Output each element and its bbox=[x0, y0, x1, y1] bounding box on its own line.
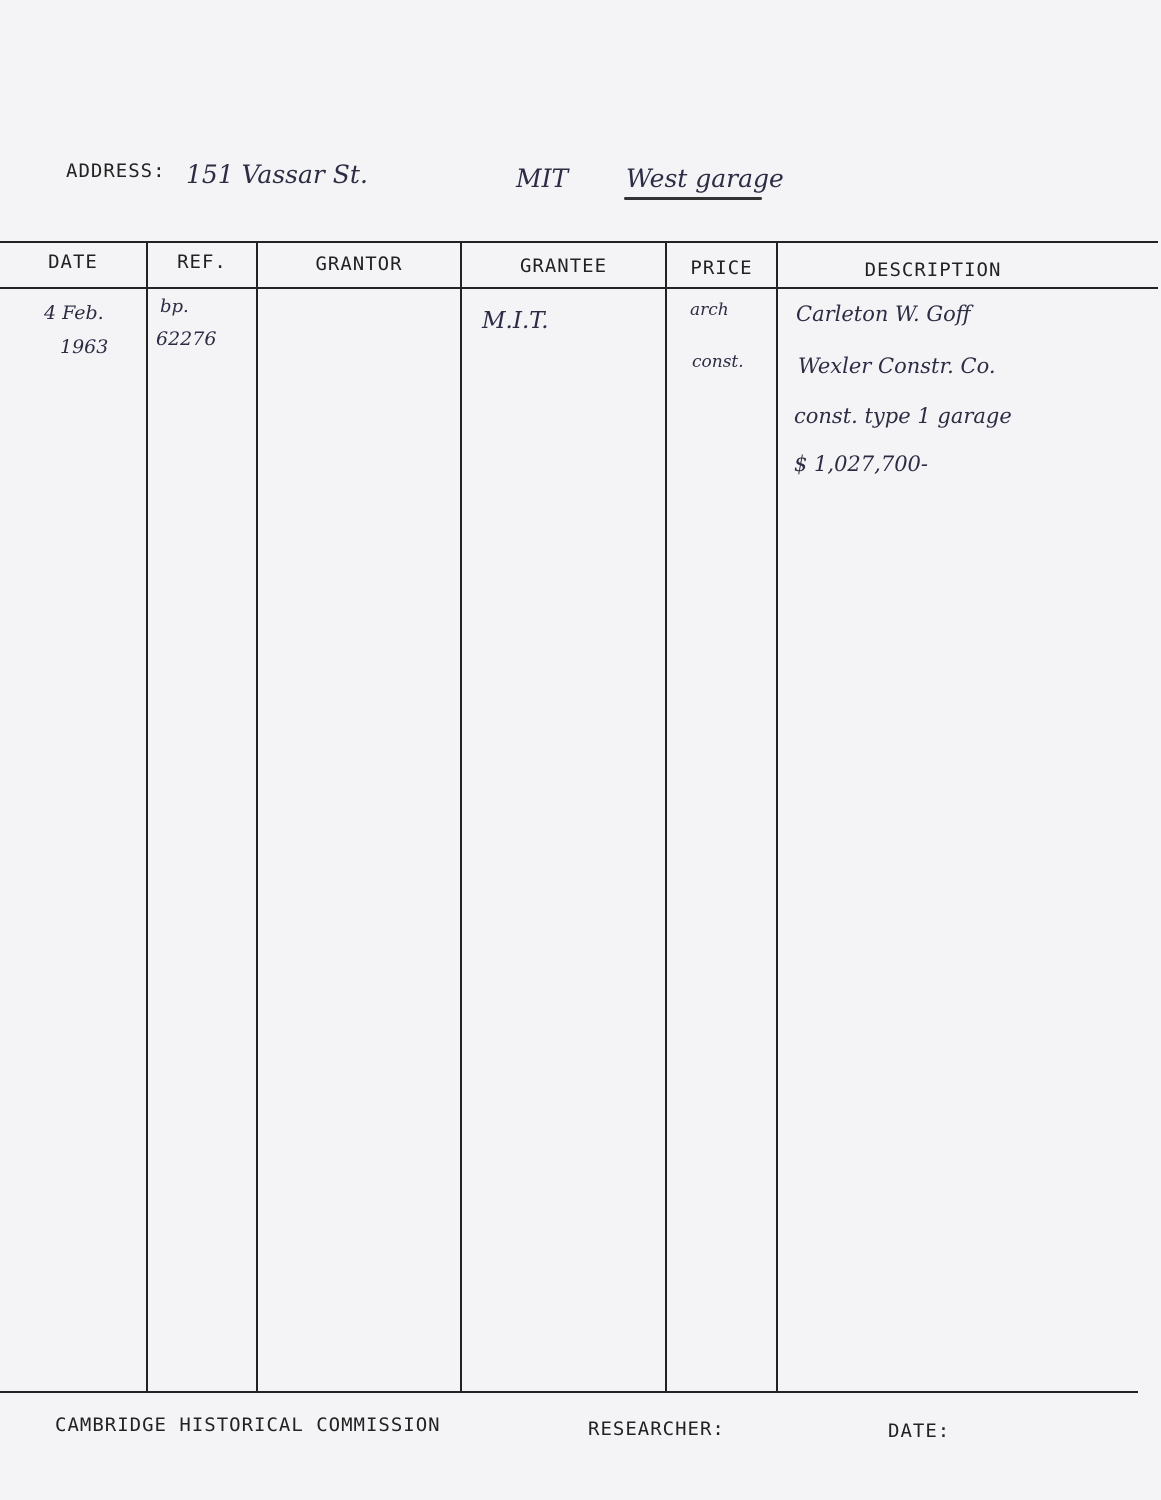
column-divider-price-description bbox=[776, 242, 778, 1392]
column-divider-grantor-grantee bbox=[460, 242, 462, 1392]
table-cell-date-line2: 1963 bbox=[60, 336, 109, 358]
address-label: ADDRESS: bbox=[66, 160, 166, 182]
header-bottom-rule bbox=[0, 287, 1158, 289]
table-cell-date-line1: 4 Feb. bbox=[44, 302, 104, 324]
column-header-ref: REF. bbox=[177, 251, 227, 273]
table-cell-price-line2: const. bbox=[692, 352, 744, 372]
table-bottom-rule bbox=[0, 1391, 1138, 1393]
footer-organization: CAMBRIDGE HISTORICAL COMMISSION bbox=[55, 1414, 441, 1436]
footer-date-label: DATE: bbox=[888, 1420, 951, 1442]
table-cell-description-line2: Wexler Constr. Co. bbox=[798, 354, 996, 378]
table-cell-description-line4: $ 1,027,700- bbox=[794, 452, 929, 476]
building-name: West garage bbox=[626, 164, 784, 193]
table-cell-price-line1: arch bbox=[690, 300, 729, 320]
column-header-date: DATE bbox=[48, 251, 98, 273]
table-top-rule bbox=[0, 241, 1158, 243]
column-divider-ref-grantor bbox=[256, 242, 258, 1392]
column-header-price: PRICE bbox=[690, 257, 753, 279]
table-cell-ref-line1: bp. bbox=[160, 296, 189, 317]
building-name-underline bbox=[624, 197, 762, 200]
column-header-grantor: GRANTOR bbox=[315, 253, 403, 275]
owner-name: MIT bbox=[516, 164, 569, 193]
table-cell-description-line1: Carleton W. Goff bbox=[796, 302, 971, 326]
table-cell-ref-line2: 62276 bbox=[156, 328, 217, 350]
table-cell-description-line3: const. type 1 garage bbox=[794, 404, 1012, 428]
address-value: 151 Vassar St. bbox=[186, 160, 368, 189]
footer-researcher-label: RESEARCHER: bbox=[588, 1418, 725, 1440]
column-divider-date-ref bbox=[146, 242, 148, 1392]
column-divider-grantee-price bbox=[665, 242, 667, 1392]
table-cell-grantee: M.I.T. bbox=[482, 308, 549, 334]
column-header-grantee: GRANTEE bbox=[519, 255, 608, 277]
column-header-description: DESCRIPTION bbox=[864, 259, 1002, 281]
